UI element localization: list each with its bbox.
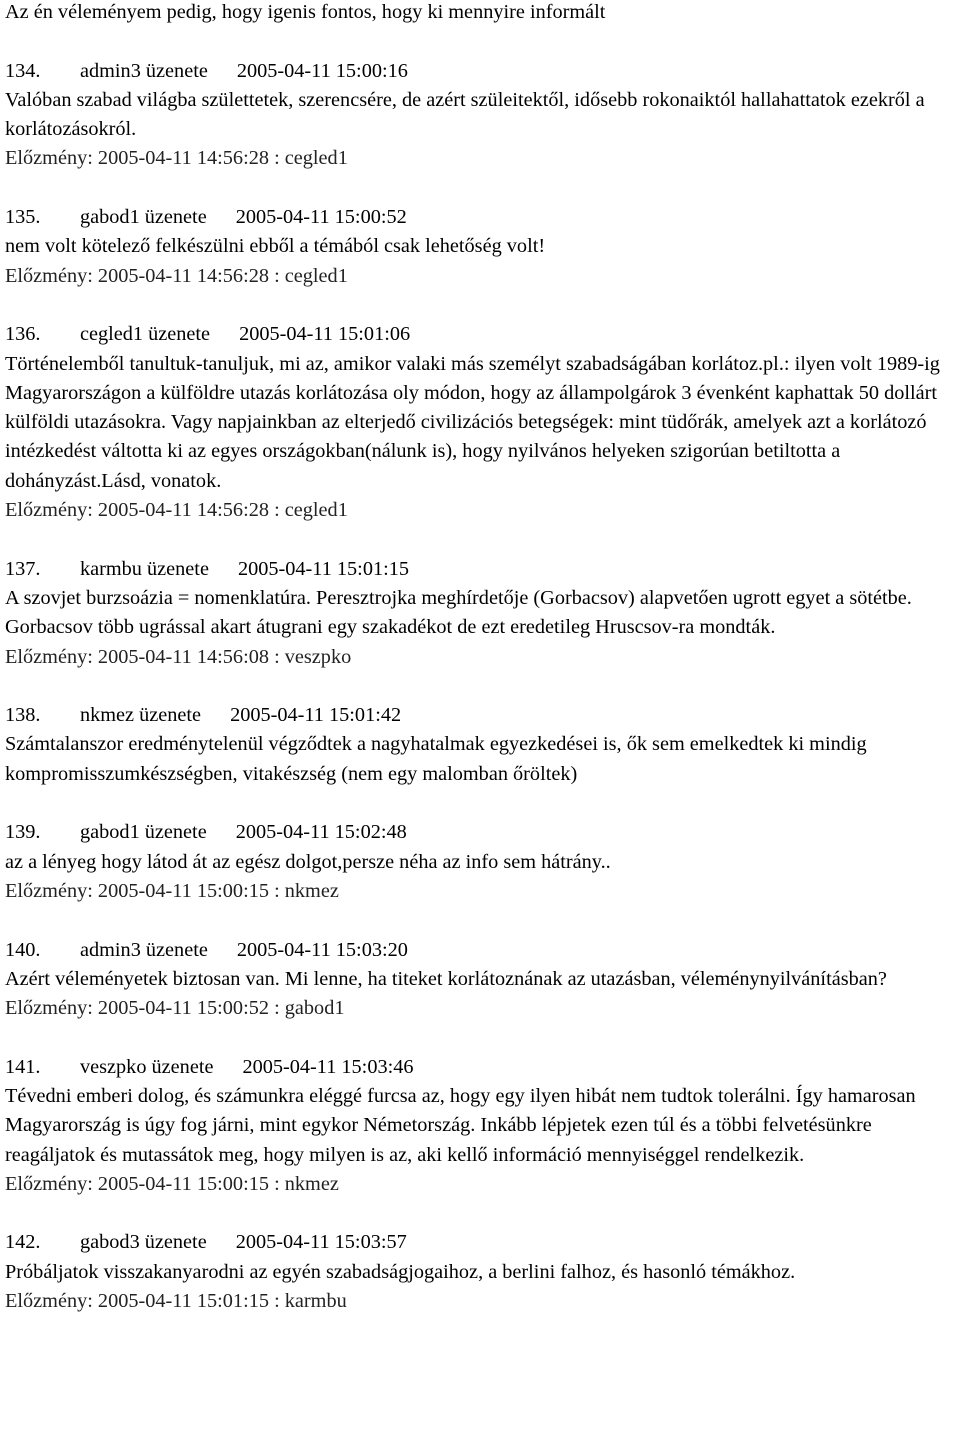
message-author[interactable]: admin3 üzenete [80,938,208,961]
message-author[interactable]: admin3 üzenete [80,59,208,82]
message-body: Történelemből tanultuk-tanuljuk, mi az, amikor valaki más személyt szabadságában korlátoz.pl.: ilyen volt 1989-ig Magyarországon a külföldre utazás korlátozása oly módon, hogy az állampolgárok 3 évenként kaphattak 50 dollárt külföldi utazásokra. Vagy napjainkban az elterjedő civilizációs betegségek: mint tüdőrák, amelyek azt a korlátozó intézkedést váltotta ki az egyes országokban(nálunk is), hogy nyilvános helyeken szigorúan betiltotta a dohányzást.Lásd, vonatok. [5,352,940,492]
message-author[interactable]: gabod1 üzenete [80,206,207,229]
message-number: 138. [5,704,41,727]
message-body: Azért véleményetek biztosan van. Mi lenne, ha titeket korlátoznának az utazásban, véleménynyilvánításban? [5,967,887,990]
message-timestamp: 2005-04-11 15:03:20 [236,938,408,961]
message-body: Tévedni emberi dolog, és számunkra eléggé furcsa az, hogy egy ilyen hibát nem tudtok tolerálni. Így hamarosan Magyarország is úgy fog járni, mint egykor Németország. Inkább lépjetek ezen túl és a többi felvetésünkre reagáljatok és mutassátok meg, hogy milyen is az, aki kellő információ mennyiséggel rendelkezik. [5,1084,916,1166]
message-header [5,1228,960,1257]
message-header [5,1053,960,1082]
message-number: 137. [5,557,41,580]
message-author[interactable]: karmbu üzenete [80,557,209,580]
message-header [5,818,960,847]
message-author[interactable]: veszpko üzenete [80,1055,214,1078]
message-reply-to-link[interactable]: Előzmény: 2005-04-11 14:56:28 : cegled1 [5,147,348,170]
message-reply-to-link[interactable]: Előzmény: 2005-04-11 15:00:15 : nkmez [5,879,339,902]
message-body: A szovjet burzsoázia = nomenklatúra. Peresztrojka meghírdetője (Gorbacsov) alapvetően ugrott egyet a sötétbe. Gorbacsov több ugrással akart átugrani egy szakadékot de ezt eredetileg Hruscsov-ra mondták. [5,586,912,639]
message-author[interactable]: gabod3 üzenete [80,1231,207,1254]
forum-message-134 [5,57,960,174]
message-timestamp: 2005-04-11 15:01:42 [230,704,402,727]
message-reply-to-link[interactable]: Előzmény: 2005-04-11 15:00:15 : nkmez [5,1172,339,1195]
message-reply-to-link[interactable]: Előzmény: 2005-04-11 15:00:52 : gabod1 [5,997,345,1020]
message-number: 140. [5,938,41,961]
message-header [5,203,960,232]
message-body: Valóban szabad világba születtetek, szerencsére, de azért szüleitektől, idősebb rokonaiktól hallahattatok ezekről a korlátozásokról. [5,88,925,141]
message-timestamp: 2005-04-11 15:00:52 [235,206,407,229]
message-reply-to-link[interactable]: Előzmény: 2005-04-11 15:01:15 : karmbu [5,1290,347,1313]
message-number: 141. [5,1055,41,1078]
message-body: Próbáljatok visszakanyarodni az egyén szabadságjogaihoz, a berlini falhoz, és hasonló témákhoz. [5,1260,796,1283]
message-author[interactable]: nkmez üzenete [80,704,202,727]
message-author[interactable]: cegled1 üzenete [80,323,211,346]
message-body: az a lényeg hogy látod át az egész dolgot,persze néha az info sem hátrány.. [5,850,611,873]
message-timestamp: 2005-04-11 15:01:06 [239,323,411,346]
intro-text: Az én véleményem pedig, hogy igenis fontos, hogy ki mennyire informált [5,1,606,23]
message-number: 142. [5,1231,41,1254]
message-header [5,555,960,584]
message-number: 135. [5,206,41,229]
message-body: nem volt kötelező felkészülni ebből a témából csak lehetőség volt! [5,235,546,258]
message-timestamp: 2005-04-11 15:02:48 [235,821,407,844]
message-number: 134. [5,59,41,82]
message-number: 139. [5,821,41,844]
message-reply-to-link[interactable]: Előzmény: 2005-04-11 14:56:08 : veszpko [5,645,352,668]
forum-message-137 [5,555,960,672]
message-header [5,57,960,86]
message-body: Számtalanszor eredménytelenül végződtek a nagyhatalmak egyezkedései is, ők sem emelkedtek ki mindig kompromisszumkészségben, vitakészség (nem egy malomban őröltek) [5,733,867,785]
message-timestamp: 2005-04-11 15:03:46 [242,1055,414,1078]
forum-message-141 [5,1053,960,1199]
forum-message-135 [5,203,960,291]
message-author[interactable]: gabod1 üzenete [80,821,207,844]
message-header [5,320,960,349]
forum-message-139 [5,818,960,906]
forum-message-136 [5,320,960,525]
message-reply-to-link[interactable]: Előzmény: 2005-04-11 14:56:28 : cegled1 [5,264,348,287]
forum-message-142 [5,1228,960,1316]
message-timestamp: 2005-04-11 15:03:57 [235,1231,407,1254]
message-timestamp: 2005-04-11 15:00:16 [236,59,408,82]
message-number: 136. [5,323,41,346]
message-timestamp: 2005-04-11 15:01:15 [237,557,410,580]
forum-message-140 [5,936,960,1024]
message-header [5,936,960,965]
message-reply-to-link[interactable]: Előzmény: 2005-04-11 14:56:28 : cegled1 [5,499,348,522]
forum-message-138 [5,701,960,789]
message-header [5,701,960,730]
